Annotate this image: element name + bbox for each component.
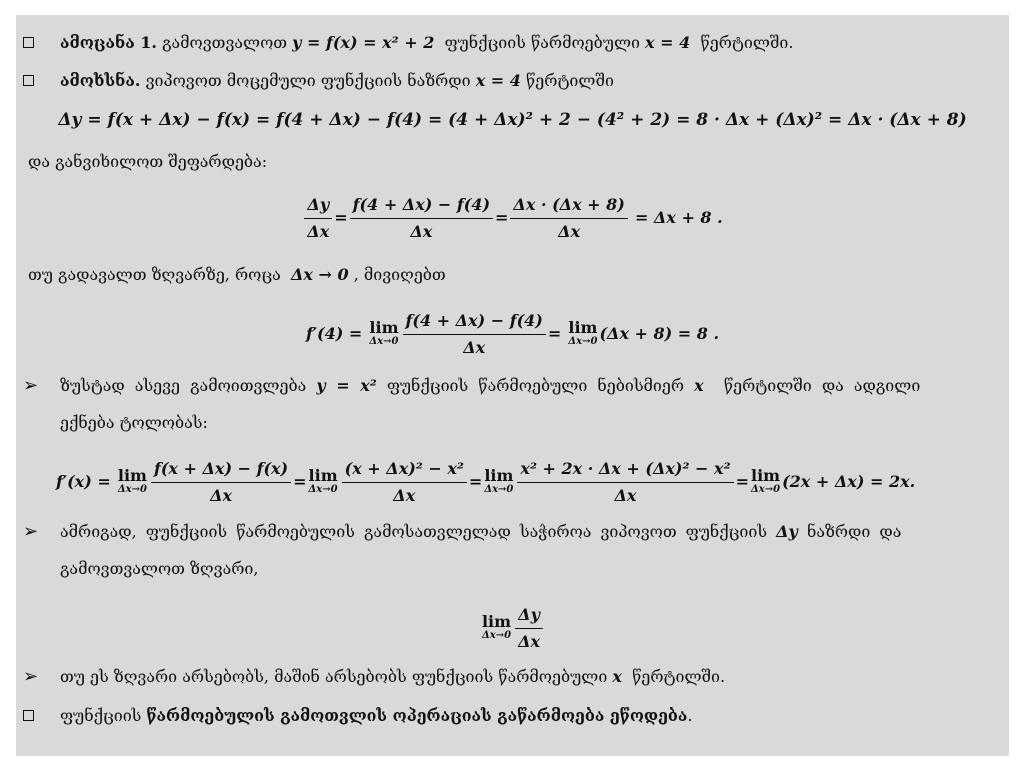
limit-operator: lim Δx→0	[308, 465, 338, 495]
increment-formula: Δy = f(x + Δx) − f(x) = f(4 + Δx) − f(4) = (4 + Δx)² + 2 − (4² + 2) = 8 · Δx + (Δx)² = Δx · (Δx + 8)	[58, 110, 967, 130]
checkbox-bullet-icon	[23, 705, 34, 727]
problem-point: x = 4	[645, 33, 691, 52]
derivative-result: (Δx + 8) = 8 .	[599, 324, 720, 343]
ratio-intro-text: და განვიხილოთ შეფარდება:	[28, 152, 268, 171]
conclusion-var: Δy	[776, 522, 798, 541]
general-text-3: წერტილში და ადგილი	[723, 376, 921, 395]
problem-text-1: გამოვთვალოთ	[162, 33, 288, 52]
general-text-2: ფუნქციის წარმოებული ნებისმიერ	[386, 376, 685, 395]
limit-ratio-equation	[16, 603, 1009, 654]
fraction-f-difference: $\frac{f(4 + \Delta x) - f(4)}{\Delta x}$	[350, 193, 493, 244]
definition-text-1: ფუნქციის	[60, 706, 142, 725]
solution-text-2: წერტილში	[526, 71, 614, 90]
checkbox-bullet-icon	[23, 32, 34, 54]
general-function: y = x²	[316, 376, 377, 395]
fraction-general-2: $\frac{\text{(x + Δx)² − x²}}{\Delta x}$	[342, 457, 467, 508]
problem-text-3: წერტილში.	[700, 33, 794, 52]
limit-operator: lim Δx→0	[117, 465, 147, 495]
general-text-line2: ექნება ტოლობას:	[60, 413, 208, 432]
increment-equation	[16, 109, 1009, 131]
limit-intro-text-2: , მივიღებთ	[353, 265, 446, 284]
fraction-limit: $\frac{f(4 + \Delta x) - f(4)}{\Delta x}$	[403, 309, 546, 360]
fraction-general-3: $\frac{\text{x² + 2x · Δx + (Δx)² − x²}}{\Delta x}$	[517, 457, 733, 508]
solution-text-1: ვიპოვოთ მოცემული ფუნქციის ნაზრდი	[145, 71, 471, 90]
general-var: x	[694, 376, 704, 395]
solution-point: x = 4	[475, 71, 521, 90]
existence-text-2: წერტილში.	[632, 667, 726, 686]
general-text-1: ზუსტად ასევე გამოითვლება	[60, 376, 307, 395]
arrow-bullet-icon: ➢	[23, 521, 39, 542]
general-derivative-result: (2x + Δx) = 2x.	[782, 472, 916, 491]
conclusion-text-2: ნაზრდი და	[806, 522, 902, 541]
arrow-bullet-icon: ➢	[23, 375, 39, 396]
limit-operator: lim Δx→0	[369, 317, 399, 347]
limit-condition: Δx → 0	[290, 265, 349, 284]
existence-text-1: თუ ეს ზღვარი არსებობს, მაშინ არსებობს ფუნქციის წარმოებული	[60, 667, 608, 686]
problem-function: y = f(x) = x² + 2	[292, 33, 435, 52]
limit-operator: lim Δx→0	[750, 465, 781, 495]
checkbox-bullet-icon	[23, 70, 34, 92]
limit-operator: lim Δx→0	[484, 465, 514, 495]
limit-intro-text-1: თუ გადავალთ ზღვარზე, როცა	[28, 265, 281, 284]
conclusion-text-1: ამრიგად, ფუნქციის წარმოებულის გამოსათვლელად საჭიროა ვიპოვოთ ფუნქციის	[60, 522, 768, 541]
ratio-result: = Δx + 8 .	[634, 208, 723, 227]
definition-text-2: .	[687, 706, 693, 725]
ratio-equation: $\frac{\Delta y}{\Delta x}$ = $\frac{f(4 + \Delta x) - f(4)}{\Delta x}$ = $\frac{\Delta x \cdot (\Delta x + 8)}{\Delta x}$ = Δx + 8 .	[16, 193, 1009, 244]
fraction-dy-dx: $\frac{\Delta y}{\Delta x}$	[304, 193, 332, 244]
slide: ამოცანა 1. გამოვთვალოთ y = f(x) = x² + 2 ფუნქციის წარმოებული x = 4 წერტილში. ამოხსნა. ვიპოვოთ მოცემული ფუნქციის ნაზრდი x = 4 წერტილში Δy = f(x + Δx) − f(x) = f(4 + Δx) − f(4) = (4 + Δx)² + 2 − (4² + 2) = 8 · Δx + (Δx)² = Δx · (Δx + 8) და განვიხილოთ შეფარდება: $\frac{\Delta y}{\Delta x}$ = $\frac{f(4 + \Delta x) - f(4)}{\Delta x}$ = $\frac{\Delta x \cdot (\Delta x + 8)}{\Delta x}$ = Δx + 8 . თუ გადავალთ ზღვარზე, როცა Δx → 0 , მივიღებთ f′(4) = lim Δx→0 $\frac{f(4 + \Delta x) - f(4)}{\Delta x}$ = lim Δx→0 (Δx + 8) = 8 . ➢ ზუსტად ასევე გამოითვლება y = x² ფუნქციის წარმოებული ნებისმიერ x წერტილში და ადგილი ექნება ტოლობას: f′(x) = lim Δx→0 $\frac{f(x + \Delta x) - f(x)}{\Delta x}$ = lim Δx→0 $\frac{\text{(x + Δx)² − x²}}{\Delta x}$ = lim Δx→0 $\frac{\text{x² + 2x · Δx + (Δx)² − x²}}{\Delta x}$ = lim Δx→0 (2x + Δx) = 2x. ➢ ამრიგად, ფუნქციის წარმოებულის გამოსათვლელად საჭიროა ვიპოვოთ ფუნქციის Δy ნაზრდი და გამოვთვალოთ ზღვარი, lim Δx→0 $\frac{\Delta y}{\Delta x}$ ➢ თუ ეს ზღვარი არსებობს, მაშინ არსებობს ფუნქციის წარმოებული x წერტილში. ფუნქციის წარმოებულის გამოთვლის ოპერაციას გაწარმოება ეწოდება.	[16, 15, 1009, 756]
limit-operator: lim Δx→0	[481, 611, 512, 641]
solution-label: ამოხსნა.	[60, 71, 141, 90]
problem-label: ამოცანა 1.	[60, 33, 157, 52]
conclusion-text-line2: გამოვთვალოთ ზღვარი,	[60, 559, 259, 578]
fraction-dy-dx-limit: $\frac{\Delta y}{\Delta x}$	[515, 603, 543, 654]
derivative-at-4-equation: f′(4) = lim Δx→0 $\frac{f(4 + \Delta x) - f(4)}{\Delta x}$ = lim Δx→0 (Δx + 8) = 8 .	[16, 309, 1009, 360]
existence-var: x	[612, 667, 622, 686]
fraction-general-1: $\frac{f(x + \Delta x) - f(x)}{\Delta x}$	[151, 457, 291, 508]
problem-text-2: ფუნქციის წარმოებული	[444, 33, 640, 52]
arrow-bullet-icon: ➢	[23, 666, 39, 687]
general-derivative-lhs: f′(x) =	[56, 472, 111, 491]
definition-bold: წარმოებულის გამოთვლის ოპერაციას გაწარმოება ეწოდება	[146, 706, 688, 725]
fraction-factored: $\frac{\Delta x \cdot (\Delta x + 8)}{\Delta x}$	[510, 193, 627, 244]
derivative-lhs: f′(4) =	[305, 324, 363, 343]
limit-operator: lim Δx→0	[568, 317, 598, 347]
